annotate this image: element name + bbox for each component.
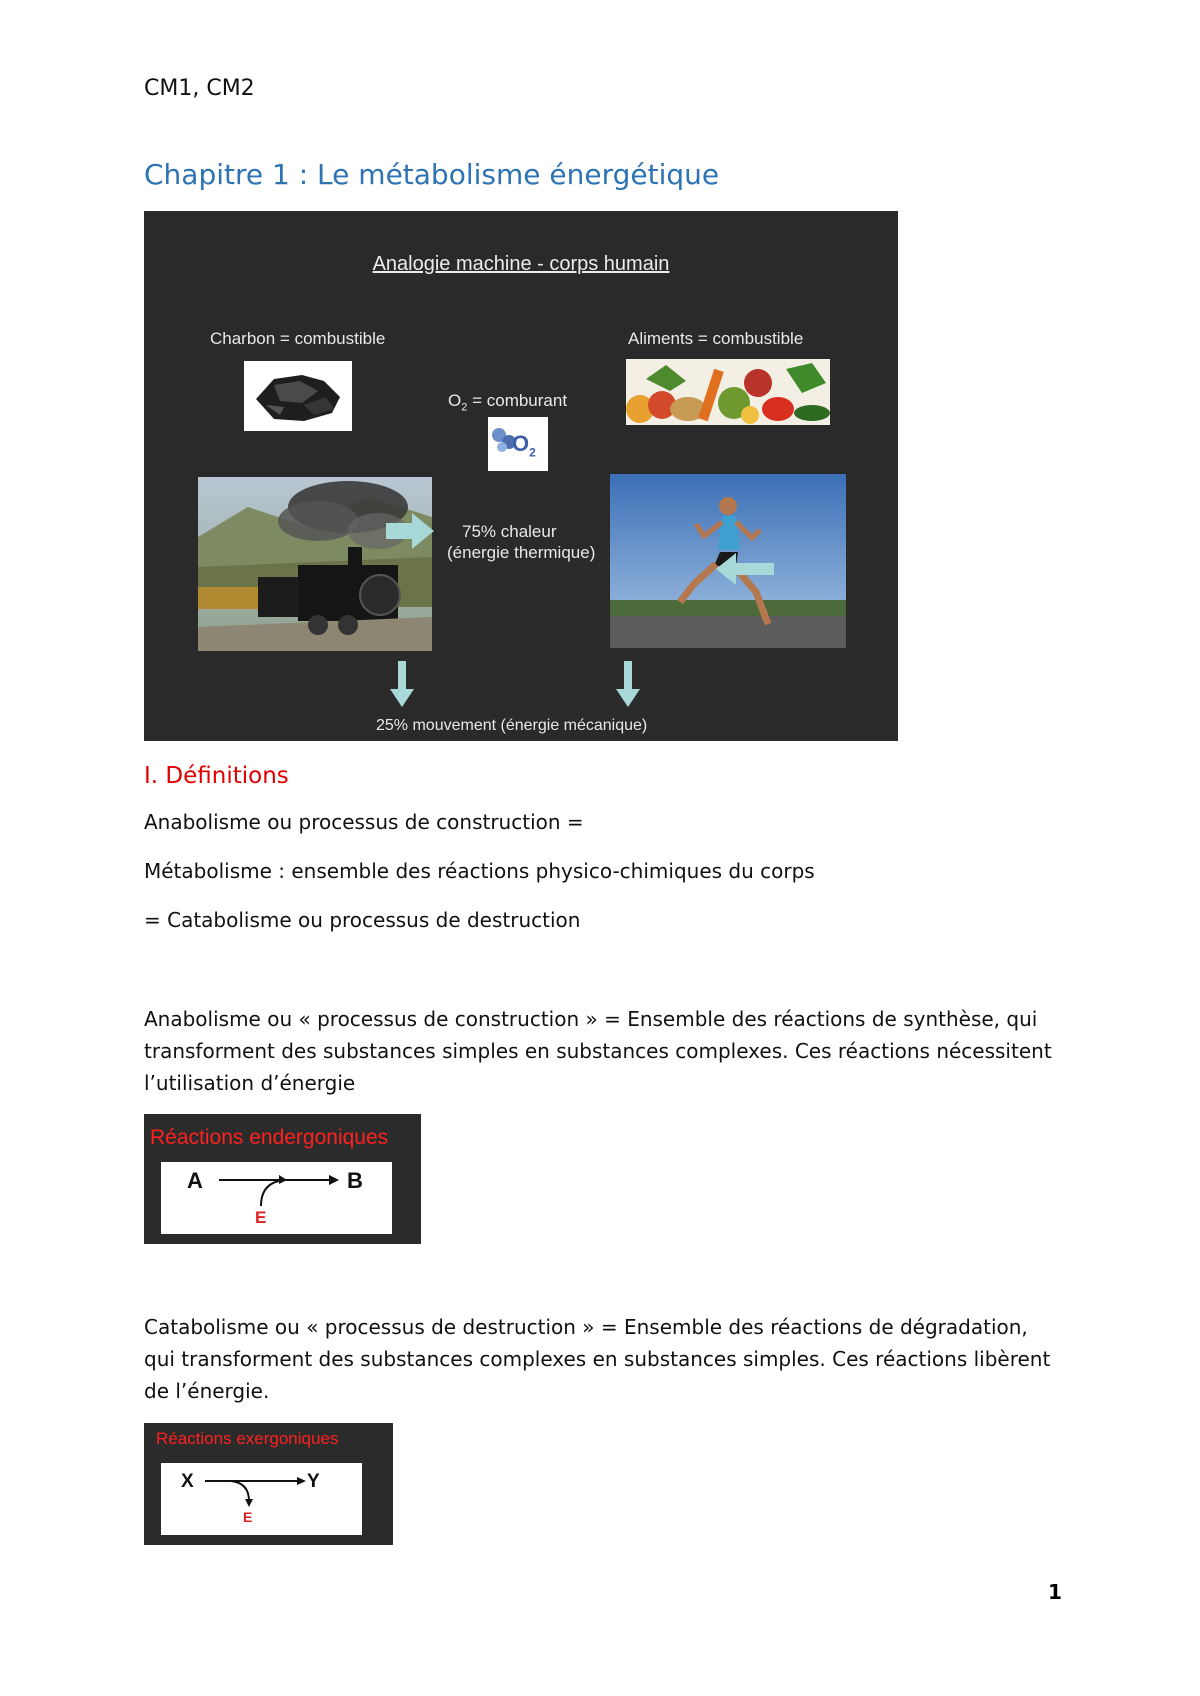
section-heading-definitions: I. Définitions — [144, 763, 289, 789]
mouvement-label: 25% mouvement (énergie mécanique) — [376, 717, 648, 734]
energy-output-label: E — [243, 1509, 253, 1525]
aliments-label: Aliments = combustible — [628, 329, 804, 348]
charbon-label: Charbon = combustible — [210, 329, 386, 348]
line-anabolisme: Anabolisme ou processus de construction = — [144, 810, 584, 834]
chaleur-label-2: (énergie thermique) — [447, 543, 596, 562]
analogy-slide — [144, 211, 898, 741]
o2-label: $O_2$ = comburant — [448, 391, 568, 414]
exergonic-arrow-icon — [161, 1463, 362, 1535]
chapter-title: Chapitre 1 : Le métabolisme énergétique — [144, 158, 720, 191]
endergonic-reaction-figure — [144, 1114, 421, 1244]
catabolisme-paragraph: Catabolisme ou « processus de destruction » = Ensemble des réactions de dégradation, qui transforment des substances complexes en substances simples. Ces réactions libèrent de l’énergie. — [144, 1315, 1051, 1403]
o2-icon-sub: 2 — [529, 445, 536, 460]
endergonic-equation-box — [161, 1162, 392, 1234]
line-metabolisme: Métabolisme : ensemble des réactions physico-chimiques du corps — [144, 859, 815, 883]
exergonic-equation-box — [161, 1463, 362, 1535]
anabolisme-paragraph: Anabolisme ou « processus de construction » = Ensemble des réactions de synthèse, qui transforment des substances simples en substances complexes. Ces réactions nécessitent l’utilisation d’énergie — [144, 1007, 1052, 1095]
energy-input-label: E — [255, 1208, 267, 1227]
exergonic-title: Réactions exergoniques — [156, 1429, 339, 1448]
page-header: CM1, CM2 — [144, 76, 255, 101]
reactant-a: A — [187, 1168, 203, 1193]
slide-title: Analogie machine - corps humain — [372, 253, 670, 275]
product-y: Y — [307, 1471, 320, 1492]
chaleur-label-1: 75% chaleur — [462, 522, 557, 541]
exergonic-reaction-figure — [144, 1423, 393, 1545]
page-number: 1 — [1048, 1580, 1062, 1604]
endergonic-arrow-icon — [161, 1162, 392, 1234]
reactant-x: X — [181, 1471, 194, 1492]
slide-arrows — [144, 211, 898, 741]
o2-icon-letter: O — [512, 431, 530, 456]
line-catabolisme: = Catabolisme ou processus de destruction — [144, 908, 581, 932]
endergonic-title: Réactions endergoniques — [150, 1126, 389, 1149]
product-b: B — [347, 1168, 363, 1193]
